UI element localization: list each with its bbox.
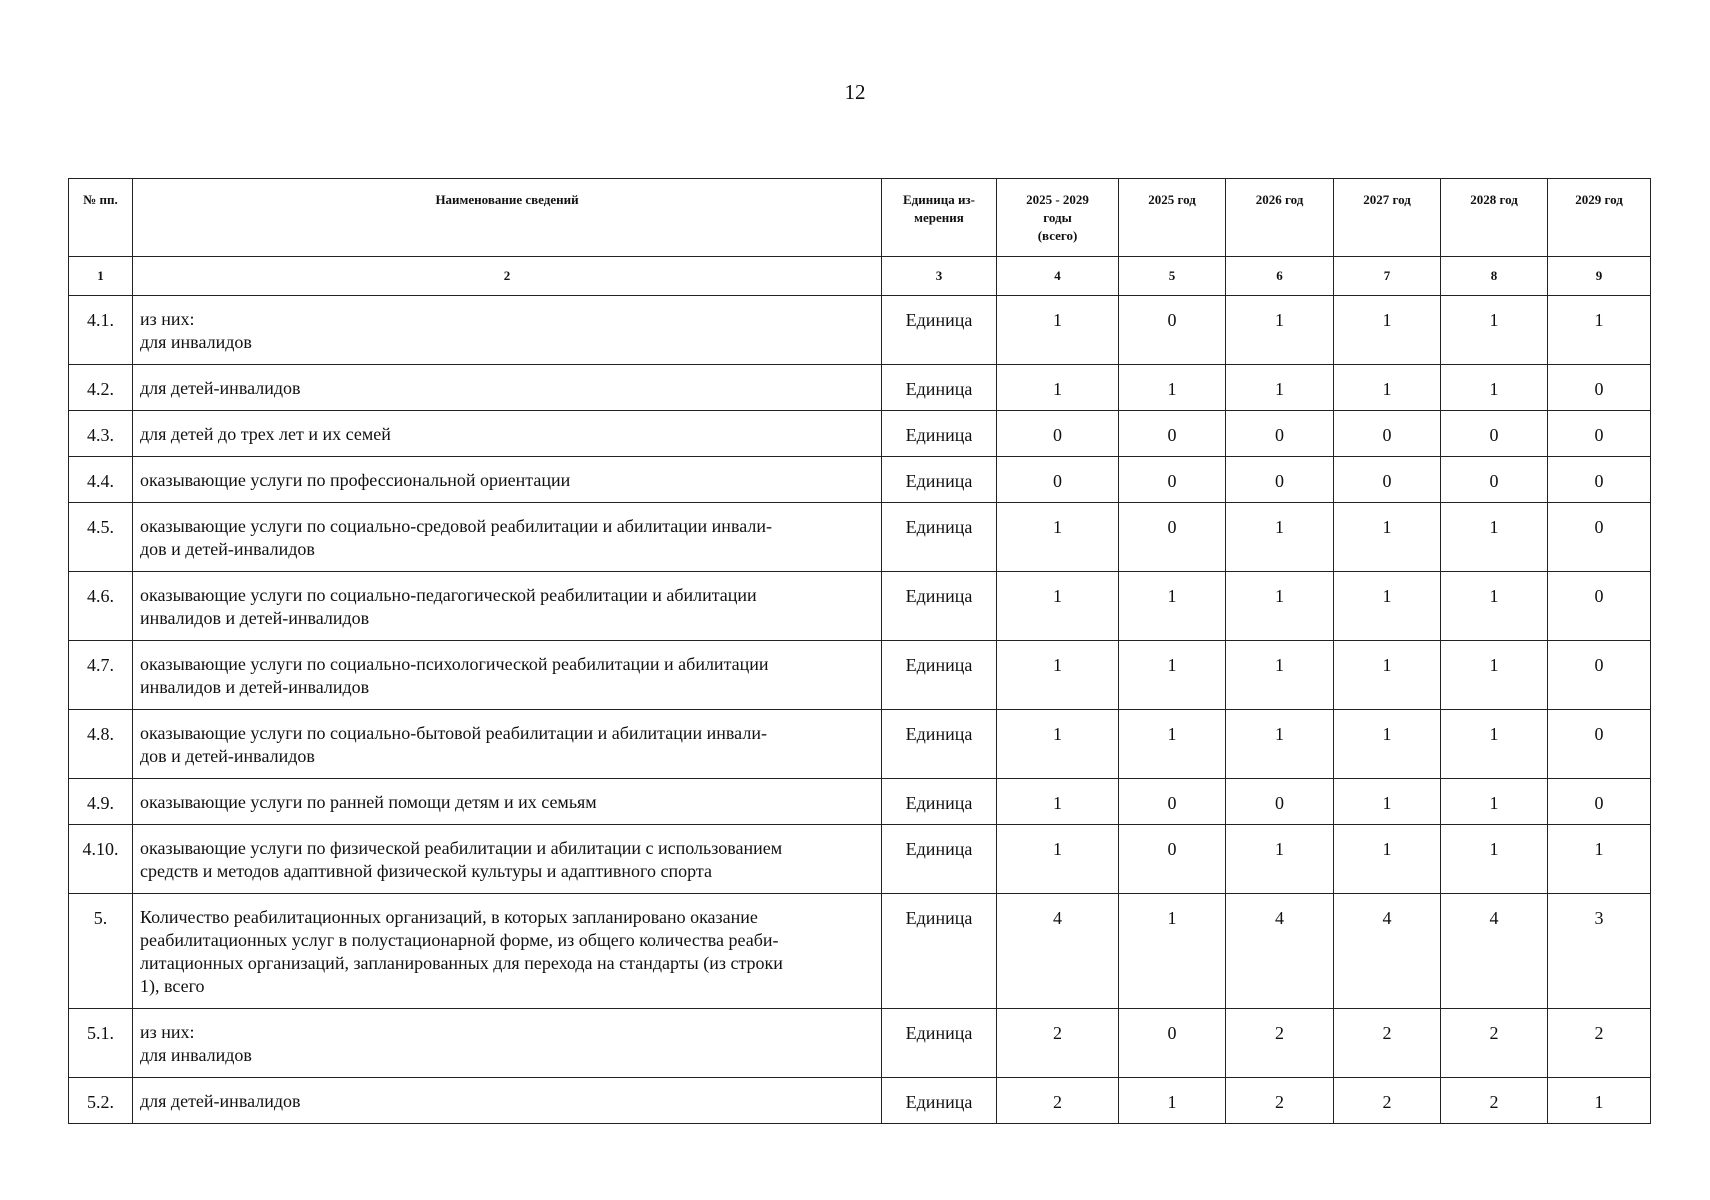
value-2025: 0: [1119, 296, 1226, 365]
table-row: [69, 365, 1651, 411]
value-2026: 1: [1226, 710, 1334, 779]
value-2027: 0: [1334, 457, 1441, 503]
row-name-line: оказывающие услуги по физической реабилитации и абилитации с использованием: [140, 838, 783, 858]
value-total: 0: [997, 411, 1119, 457]
value-2026: 2: [1226, 1009, 1334, 1078]
row-number: 4.4.: [69, 457, 133, 503]
column-number: 1: [69, 257, 133, 296]
value-2027: 2: [1334, 1078, 1441, 1124]
value-2027: 1: [1334, 503, 1441, 572]
value-2026: 0: [1226, 411, 1334, 457]
row-number: 4.6.: [69, 572, 133, 641]
value-2027: 1: [1334, 641, 1441, 710]
table-row: [69, 1009, 1651, 1078]
row-number: 4.9.: [69, 779, 133, 825]
value-total: 1: [997, 825, 1119, 894]
row-name-line: для инвалидов: [140, 1045, 252, 1065]
row-name: [133, 1078, 882, 1124]
row-name-line: для детей до трех лет и их семей: [140, 424, 391, 444]
row-name-line: из них:: [140, 1022, 195, 1042]
value-2029: 0: [1548, 457, 1651, 503]
row-number: 4.2.: [69, 365, 133, 411]
row-unit: Единица: [882, 894, 997, 1009]
column-number: 9: [1548, 257, 1651, 296]
value-2029: 0: [1548, 710, 1651, 779]
column-number: 8: [1441, 257, 1548, 296]
value-2025: 1: [1119, 1078, 1226, 1124]
row-unit: Единица: [882, 641, 997, 710]
row-name: [133, 710, 882, 779]
column-number: 4: [997, 257, 1119, 296]
value-2029: 0: [1548, 411, 1651, 457]
row-name: [133, 457, 882, 503]
value-2028: 0: [1441, 457, 1548, 503]
value-total: 2: [997, 1009, 1119, 1078]
value-2027: 1: [1334, 710, 1441, 779]
row-name: [133, 572, 882, 641]
value-2029: 1: [1548, 825, 1651, 894]
row-name-line: из них:: [140, 309, 195, 329]
row-name-line: оказывающие услуги по социально-педагогической реабилитации и абилитации: [140, 585, 757, 605]
value-2028: 2: [1441, 1009, 1548, 1078]
row-name-line: оказывающие услуги по социально-средовой реабилитации и абилитации инвали-: [140, 516, 772, 536]
value-2027: 2: [1334, 1009, 1441, 1078]
value-2027: 4: [1334, 894, 1441, 1009]
row-number: 4.1.: [69, 296, 133, 365]
value-2025: 0: [1119, 779, 1226, 825]
value-2028: 1: [1441, 779, 1548, 825]
value-total: 1: [997, 365, 1119, 411]
value-2029: 0: [1548, 779, 1651, 825]
row-number: 4.3.: [69, 411, 133, 457]
value-2028: 1: [1441, 296, 1548, 365]
header-row: [69, 179, 1651, 257]
row-name-line: для инвалидов: [140, 332, 252, 352]
row-unit: Единица: [882, 1009, 997, 1078]
row-name: [133, 894, 882, 1009]
value-2027: 0: [1334, 411, 1441, 457]
header-unit: Единица из- мерения: [882, 179, 997, 257]
value-2026: 1: [1226, 503, 1334, 572]
row-number: 4.7.: [69, 641, 133, 710]
column-number: 2: [133, 257, 882, 296]
value-2028: 1: [1441, 825, 1548, 894]
value-2025: 1: [1119, 641, 1226, 710]
page-number: 12: [844, 80, 866, 104]
row-name: [133, 365, 882, 411]
header-total: 2025 - 2029 годы (всего): [997, 179, 1119, 257]
value-2029: 3: [1548, 894, 1651, 1009]
value-2027: 1: [1334, 365, 1441, 411]
value-2026: 1: [1226, 365, 1334, 411]
value-2029: 2: [1548, 1009, 1651, 1078]
value-2029: 0: [1548, 572, 1651, 641]
value-2029: 0: [1548, 503, 1651, 572]
row-number: 4.5.: [69, 503, 133, 572]
value-2026: 0: [1226, 779, 1334, 825]
value-total: 0: [997, 457, 1119, 503]
row-name-line: оказывающие услуги по социально-бытовой реабилитации и абилитации инвали-: [140, 723, 767, 743]
value-2025: 1: [1119, 710, 1226, 779]
value-2029: 0: [1548, 365, 1651, 411]
row-name-line: оказывающие услуги по профессиональной ориентации: [140, 470, 571, 490]
value-total: 1: [997, 572, 1119, 641]
table-row: [69, 572, 1651, 641]
row-number: 5.: [69, 894, 133, 1009]
value-2025: 0: [1119, 411, 1226, 457]
value-2029: 0: [1548, 641, 1651, 710]
row-name-line: дов и детей-инвалидов: [140, 539, 315, 559]
table-row: [69, 1078, 1651, 1124]
value-2028: 4: [1441, 894, 1548, 1009]
table-row: [69, 710, 1651, 779]
row-unit: Единица: [882, 503, 997, 572]
value-total: 1: [997, 779, 1119, 825]
table-row: [69, 825, 1651, 894]
value-2028: 0: [1441, 411, 1548, 457]
table-row: [69, 411, 1651, 457]
value-total: 1: [997, 710, 1119, 779]
row-name: [133, 825, 882, 894]
value-2026: 1: [1226, 641, 1334, 710]
value-2026: 0: [1226, 457, 1334, 503]
table-row: [69, 779, 1651, 825]
value-2028: 1: [1441, 503, 1548, 572]
value-2025: 0: [1119, 825, 1226, 894]
value-total: 4: [997, 894, 1119, 1009]
header-num: № пп.: [69, 179, 133, 257]
row-name: [133, 503, 882, 572]
value-2025: 1: [1119, 894, 1226, 1009]
row-unit: Единица: [882, 411, 997, 457]
row-name: [133, 779, 882, 825]
row-unit: Единица: [882, 457, 997, 503]
row-name: [133, 411, 882, 457]
row-name-line: для детей-инвалидов: [140, 378, 301, 398]
table-row: [69, 457, 1651, 503]
value-2027: 1: [1334, 779, 1441, 825]
row-name-line: оказывающие услуги по ранней помощи детям и их семьям: [140, 792, 597, 812]
row-name-line: средств и методов адаптивной физической культуры и адаптивного спорта: [140, 861, 712, 881]
value-2026: 2: [1226, 1078, 1334, 1124]
row-unit: Единица: [882, 296, 997, 365]
value-2028: 1: [1441, 572, 1548, 641]
row-name-line: Количество реабилитационных организаций, в которых запланировано оказание: [140, 907, 758, 927]
header-name: Наименование сведений: [133, 179, 882, 257]
value-2029: 1: [1548, 1078, 1651, 1124]
row-unit: Единица: [882, 365, 997, 411]
value-2025: 0: [1119, 503, 1226, 572]
row-number: 4.10.: [69, 825, 133, 894]
value-total: 1: [997, 641, 1119, 710]
value-total: 2: [997, 1078, 1119, 1124]
row-name-line: оказывающие услуги по социально-психологической реабилитации и абилитации: [140, 654, 769, 674]
row-name-line: 1), всего: [140, 976, 205, 996]
row-name-line: инвалидов и детей-инвалидов: [140, 677, 370, 697]
value-2027: 1: [1334, 296, 1441, 365]
header-2028: 2028 год: [1441, 179, 1548, 257]
data-table: [68, 178, 1651, 1124]
value-2027: 1: [1334, 572, 1441, 641]
row-number: 5.2.: [69, 1078, 133, 1124]
row-name: [133, 296, 882, 365]
row-name: [133, 641, 882, 710]
row-number: 5.1.: [69, 1009, 133, 1078]
header-2027: 2027 год: [1334, 179, 1441, 257]
value-2027: 1: [1334, 825, 1441, 894]
row-name-line: литационных организаций, запланированных для перехода на стандарты (из строки: [140, 953, 783, 973]
column-number: 5: [1119, 257, 1226, 296]
value-total: 1: [997, 503, 1119, 572]
value-2026: 1: [1226, 572, 1334, 641]
row-unit: Единица: [882, 1078, 997, 1124]
value-2025: 1: [1119, 365, 1226, 411]
table-row: [69, 641, 1651, 710]
column-number: 7: [1334, 257, 1441, 296]
value-2025: 1: [1119, 572, 1226, 641]
value-2028: 2: [1441, 1078, 1548, 1124]
header-2029: 2029 год: [1548, 179, 1651, 257]
row-unit: Единица: [882, 825, 997, 894]
table-body: [69, 296, 1651, 1124]
row-name-line: инвалидов и детей-инвалидов: [140, 608, 370, 628]
row-number: 4.8.: [69, 710, 133, 779]
value-total: 1: [997, 296, 1119, 365]
row-unit: Единица: [882, 710, 997, 779]
table-row: [69, 296, 1651, 365]
table-row: [69, 894, 1651, 1009]
value-2026: 1: [1226, 296, 1334, 365]
row-name-line: для детей-инвалидов: [140, 1091, 301, 1111]
row-name-line: реабилитационных услуг в полустационарной форме, из общего количества реаби-: [140, 930, 779, 950]
column-number: 6: [1226, 257, 1334, 296]
value-2028: 1: [1441, 710, 1548, 779]
value-2025: 0: [1119, 457, 1226, 503]
row-unit: Единица: [882, 572, 997, 641]
row-name: [133, 1009, 882, 1078]
column-number-row: [69, 257, 1651, 296]
row-name-line: дов и детей-инвалидов: [140, 746, 315, 766]
value-2029: 1: [1548, 296, 1651, 365]
value-2026: 4: [1226, 894, 1334, 1009]
column-number: 3: [882, 257, 997, 296]
value-2028: 1: [1441, 641, 1548, 710]
value-2028: 1: [1441, 365, 1548, 411]
table-row: [69, 503, 1651, 572]
row-unit: Единица: [882, 779, 997, 825]
value-2025: 0: [1119, 1009, 1226, 1078]
header-2026: 2026 год: [1226, 179, 1334, 257]
header-2025: 2025 год: [1119, 179, 1226, 257]
value-2026: 1: [1226, 825, 1334, 894]
